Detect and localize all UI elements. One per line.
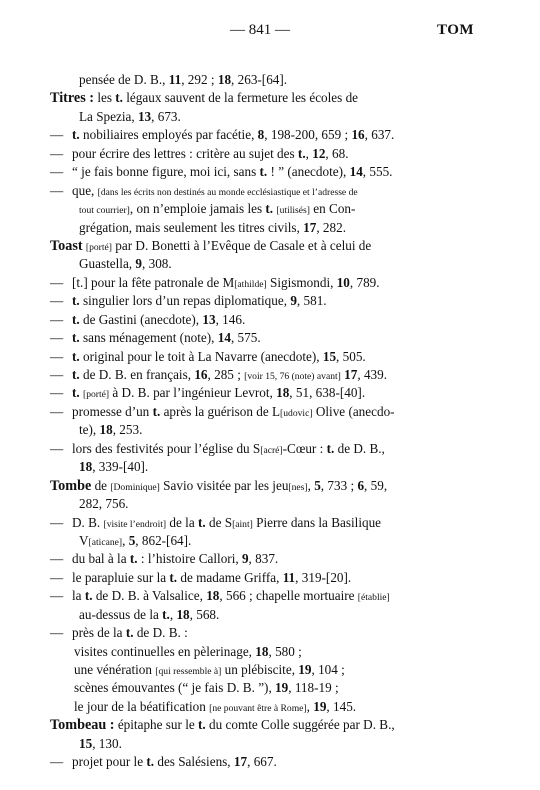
index-line bbox=[0, 661, 540, 679]
entry-dash: — bbox=[50, 551, 64, 567]
index-line bbox=[0, 698, 540, 716]
entry-text: , 580 ; bbox=[268, 643, 302, 659]
bold-ref: t. bbox=[162, 606, 170, 622]
bold-ref: t. bbox=[259, 164, 268, 180]
bold-ref: 9 bbox=[135, 256, 142, 272]
bold-ref: 19 bbox=[298, 662, 312, 677]
entry-text: de D. B. : bbox=[133, 625, 188, 641]
bold-ref: t. bbox=[72, 127, 80, 143]
entry-text: , 51, 638-[40]. bbox=[289, 385, 366, 401]
editorial-insert: [dans les écrits non destinés au monde ecclésiastique et l’adresse de bbox=[97, 186, 358, 198]
index-line bbox=[0, 163, 540, 181]
entry-text: sans ménagement (note), bbox=[79, 330, 218, 346]
entry-dash: — bbox=[50, 348, 64, 364]
bold-ref: t. bbox=[72, 348, 80, 364]
entry-text: , 439. bbox=[357, 367, 388, 382]
bold-ref: t. bbox=[197, 514, 206, 530]
entry-text: La Spezia, bbox=[79, 108, 138, 124]
bold-ref: t. bbox=[72, 330, 80, 346]
entry-text: du bal à la bbox=[72, 551, 130, 567]
entry-dash: — bbox=[50, 625, 64, 641]
entry-dash: — bbox=[50, 754, 64, 770]
page-header bbox=[0, 22, 540, 42]
entry-text: , 581. bbox=[296, 293, 327, 309]
entry-text: , 285 ; bbox=[207, 367, 245, 382]
entry-dash: — bbox=[50, 569, 64, 585]
entry-dash: — bbox=[50, 293, 64, 309]
editorial-insert: [udovic] bbox=[280, 407, 313, 419]
entry-text: , 733 ; bbox=[320, 477, 358, 493]
index-line bbox=[0, 219, 540, 237]
editorial-insert: [visite l’endroit] bbox=[103, 518, 167, 530]
bold-ref: t. bbox=[265, 201, 274, 217]
index-line bbox=[0, 108, 540, 126]
index-line bbox=[0, 495, 540, 513]
bold-ref: 15 bbox=[79, 735, 93, 751]
bold-ref: t. bbox=[297, 145, 306, 161]
entry-text: , 68. bbox=[325, 145, 349, 161]
entry-text: légaux sauvent de la fermeture les écoles de bbox=[122, 90, 359, 106]
bold-ref: t. bbox=[152, 403, 161, 419]
editorial-insert: [utilisés] bbox=[276, 205, 310, 217]
entry-text: [t.] pour la fête patronale de M bbox=[72, 274, 235, 290]
entry-text: , 292 ; bbox=[181, 72, 218, 87]
index-line bbox=[0, 348, 540, 366]
bold-ref: 5 bbox=[128, 532, 136, 548]
entry-text: , bbox=[307, 477, 315, 493]
entry-dash: — bbox=[50, 588, 64, 604]
index-line bbox=[0, 606, 540, 624]
index-line bbox=[0, 587, 540, 605]
bold-ref: 8 bbox=[257, 127, 265, 143]
editorial-insert: [établie] bbox=[357, 592, 390, 604]
entry-text: , 555. bbox=[362, 164, 393, 180]
entry-dash: — bbox=[50, 403, 64, 419]
bold-ref: t. bbox=[146, 754, 155, 770]
index-line bbox=[0, 126, 540, 144]
index-line bbox=[0, 679, 540, 697]
entry-text: les bbox=[94, 90, 116, 106]
bold-ref: 18 bbox=[276, 385, 290, 401]
index-line bbox=[0, 145, 540, 163]
bold-ref: t. bbox=[326, 440, 335, 456]
bold-ref: 13 bbox=[202, 311, 216, 327]
entry-text: que, bbox=[72, 182, 98, 198]
entry-text: : l’histoire Callori, bbox=[137, 551, 242, 567]
editorial-insert: [aticane] bbox=[88, 536, 123, 548]
entry-text: Savio visitée par les jeu bbox=[159, 477, 289, 493]
entry-text: , 789. bbox=[349, 274, 380, 290]
entry-text: près de la bbox=[72, 625, 126, 641]
bold-ref: 17 bbox=[233, 754, 248, 770]
entry-text: , 118-19 ; bbox=[288, 680, 339, 696]
entry-dash: — bbox=[50, 182, 64, 198]
entry-text: de Gastini (anecdote), bbox=[79, 311, 203, 327]
editorial-insert: [ne pouvant être à Rome] bbox=[209, 702, 307, 714]
entry-text: promesse d’un bbox=[72, 403, 153, 419]
entry-dash: — bbox=[50, 440, 64, 456]
entry-dash: — bbox=[50, 127, 64, 143]
bold-ref: 18 bbox=[206, 588, 220, 604]
entry-text: , 104 ; bbox=[311, 662, 345, 677]
entry-text: de la bbox=[166, 514, 198, 530]
editorial-insert: [voir 15, 76 (note) avant] bbox=[244, 371, 341, 382]
index-line bbox=[0, 477, 540, 495]
headword: Tombe bbox=[50, 477, 92, 494]
index-line bbox=[0, 403, 540, 421]
entry-text: , 308. bbox=[142, 256, 172, 272]
entry-text: , bbox=[169, 606, 177, 622]
editorial-insert: [qui ressemble à] bbox=[155, 666, 222, 677]
entry-text: ! ” (anecdote), bbox=[267, 164, 350, 180]
entry-text: -Cœur : bbox=[282, 440, 327, 456]
bold-ref: t. bbox=[169, 569, 178, 585]
entry-dash: — bbox=[50, 367, 64, 382]
entry-text: , 130. bbox=[92, 735, 122, 751]
editorial-insert: [porté] bbox=[83, 389, 110, 401]
bold-ref: 17 bbox=[303, 219, 317, 235]
entry-text: Olive (anecdo- bbox=[312, 403, 395, 419]
entry-text: projet pour le bbox=[72, 754, 147, 770]
entry-text: original pour le toit à La Navarre (anecdote), bbox=[79, 348, 323, 364]
entry-text: , bbox=[306, 698, 314, 714]
index-line bbox=[0, 421, 540, 439]
entry-text: D. B. bbox=[72, 514, 104, 530]
index-line bbox=[0, 532, 540, 550]
entry-text: pensée de D. B., bbox=[79, 72, 169, 87]
entry-text: de D. B. en français, bbox=[79, 367, 195, 382]
entry-text: , 837. bbox=[248, 551, 279, 567]
entry-dash: — bbox=[50, 385, 64, 401]
bold-ref: 16 bbox=[351, 127, 365, 143]
index-line bbox=[0, 643, 540, 661]
bold-ref: 6 bbox=[357, 477, 365, 493]
bold-ref: t. bbox=[198, 717, 206, 733]
bold-ref: t. bbox=[72, 311, 80, 327]
entry-dash: — bbox=[50, 311, 64, 327]
bold-ref: 9 bbox=[290, 293, 297, 309]
entry-text: , 566 ; chapelle mortuaire bbox=[219, 588, 358, 604]
entry-text: , 862-[64]. bbox=[135, 532, 192, 548]
index-line bbox=[0, 329, 540, 347]
bold-ref: 18 bbox=[176, 606, 190, 622]
entry-text: de bbox=[91, 477, 111, 493]
bold-ref: 11 bbox=[168, 72, 182, 87]
bold-ref: 9 bbox=[241, 551, 249, 567]
entry-text: de D. B., bbox=[334, 440, 385, 456]
bold-ref: 19 bbox=[275, 680, 289, 696]
entry-text: un plébiscite, bbox=[221, 662, 299, 677]
entry-text: singulier lors d’un repas diplomatique, bbox=[79, 293, 291, 309]
index-line bbox=[0, 89, 540, 107]
index-line bbox=[0, 200, 540, 218]
index-line bbox=[0, 735, 540, 753]
entry-dash: — bbox=[50, 514, 64, 530]
entry-text: épitaphe sur le bbox=[114, 717, 199, 733]
index-line bbox=[0, 384, 540, 402]
headword: Titres : bbox=[50, 90, 95, 107]
index-entries bbox=[0, 71, 540, 772]
entry-text: par D. Bonetti à l’Evêque de Casale et à celui de bbox=[112, 237, 372, 253]
entry-text: pour écrire des lettres : critère au sujet des bbox=[72, 145, 298, 161]
entry-text: le jour de la béatification bbox=[74, 698, 210, 714]
entry-text: scènes émouvantes (“ je fais D. B. ”), bbox=[74, 680, 276, 696]
editorial-insert: [Dominique] bbox=[110, 481, 160, 493]
entry-text: grégation, mais seulement les titres civils, bbox=[79, 219, 304, 235]
bold-ref: 5 bbox=[314, 477, 321, 493]
entry-text: te), bbox=[79, 422, 100, 438]
entry-text: V bbox=[79, 532, 89, 548]
bold-ref: 18 bbox=[99, 422, 113, 438]
bold-ref: t. bbox=[84, 588, 93, 604]
bold-ref: 19 bbox=[313, 698, 327, 714]
page-number: — 841 — bbox=[230, 22, 290, 38]
entry-text: , 505. bbox=[336, 348, 366, 364]
entry-text: , bbox=[305, 145, 313, 161]
editorial-insert: [acré] bbox=[260, 444, 283, 456]
index-line bbox=[0, 366, 540, 384]
entry-text: , 59, bbox=[364, 477, 388, 493]
index-line bbox=[0, 753, 540, 771]
entry-text: , 667. bbox=[247, 754, 277, 770]
entry-text: , 575. bbox=[230, 330, 261, 346]
entry-text: , 253. bbox=[112, 422, 143, 438]
bold-ref: t. bbox=[125, 625, 134, 641]
entry-dash: — bbox=[50, 330, 64, 346]
index-line bbox=[0, 255, 540, 273]
entry-text: visites continuelles en pèlerinage, bbox=[74, 643, 256, 659]
index-line bbox=[0, 716, 540, 734]
entry-text: à D. B. par l’ingénieur Levrot, bbox=[109, 385, 277, 401]
entry-text: nobiliaires employés par facétie, bbox=[79, 127, 258, 143]
bold-ref: t. bbox=[72, 367, 80, 382]
entry-text: , bbox=[122, 532, 129, 548]
editorial-insert: [nes] bbox=[288, 481, 308, 493]
bold-ref: 18 bbox=[217, 72, 232, 87]
index-line bbox=[0, 569, 540, 587]
bold-ref: 16 bbox=[194, 367, 208, 382]
editorial-insert: tout courrier] bbox=[79, 205, 130, 217]
entry-text: Sigismondi, bbox=[266, 274, 337, 290]
bold-ref: 15 bbox=[322, 348, 337, 364]
entry-text: , 637. bbox=[364, 127, 395, 143]
entry-dash: — bbox=[50, 274, 64, 290]
entry-dash: — bbox=[50, 164, 64, 180]
entry-text: Guastella, bbox=[79, 256, 136, 272]
index-line bbox=[0, 71, 540, 89]
index-line bbox=[0, 458, 540, 476]
entry-text: une vénération bbox=[74, 662, 156, 677]
editorial-insert: [aint] bbox=[232, 518, 253, 530]
bold-ref: 17 bbox=[344, 367, 358, 382]
entry-text: la bbox=[72, 588, 85, 604]
index-line bbox=[0, 237, 540, 255]
entry-text: , 198-200, 659 ; bbox=[264, 127, 352, 143]
bold-ref: t. bbox=[72, 385, 80, 401]
entry-text: “ je fais bonne figure, moi ici, sans bbox=[72, 164, 260, 180]
entry-text: 282, 756. bbox=[79, 496, 129, 512]
bold-ref: 18 bbox=[255, 643, 269, 659]
index-line bbox=[0, 182, 540, 200]
entry-text: de D. B. à Valsalice, bbox=[92, 588, 207, 604]
entry-text: des Salésiens, bbox=[154, 754, 234, 770]
bold-ref: 14 bbox=[349, 164, 363, 180]
entry-text: , 263-[64]. bbox=[231, 72, 288, 87]
bold-ref: 10 bbox=[336, 274, 350, 290]
entry-text: en Con- bbox=[309, 201, 356, 217]
index-line bbox=[0, 514, 540, 532]
bold-ref: 18 bbox=[79, 459, 93, 475]
entry-text: , 339-[40]. bbox=[92, 459, 149, 475]
entry-text: Pierre dans la Basilique bbox=[252, 514, 382, 530]
entry-text: du comte Colle suggérée par D. B., bbox=[205, 717, 395, 733]
entry-text: , 146. bbox=[215, 311, 246, 327]
entry-text: , 568. bbox=[189, 606, 220, 622]
bold-ref: t. bbox=[129, 551, 138, 567]
entry-text: après la guérison de L bbox=[160, 403, 281, 419]
headword: Tombeau : bbox=[50, 717, 115, 734]
bold-ref: 13 bbox=[137, 108, 152, 124]
editorial-insert: [athilde] bbox=[234, 278, 267, 290]
running-head: TOM bbox=[437, 22, 475, 38]
index-line bbox=[0, 550, 540, 568]
editorial-insert: [porté] bbox=[85, 241, 112, 253]
index-line bbox=[0, 624, 540, 642]
bold-ref: t. bbox=[115, 90, 123, 106]
entry-text: , 145. bbox=[326, 698, 357, 714]
entry-text: de S bbox=[205, 514, 233, 530]
entry-text: , 673. bbox=[151, 108, 181, 124]
bold-ref: t. bbox=[72, 293, 80, 309]
entry-text: , 282. bbox=[316, 219, 346, 235]
index-line bbox=[0, 292, 540, 310]
entry-text: lors des festivités pour l’église du S bbox=[72, 440, 261, 456]
entry-text: de madame Griffa, bbox=[177, 569, 283, 585]
entry-dash: — bbox=[50, 145, 64, 161]
entry-text: , on n’emploie jamais les bbox=[129, 201, 266, 217]
bold-ref: 14 bbox=[217, 330, 231, 346]
bold-ref: 12 bbox=[312, 145, 326, 161]
index-line bbox=[0, 311, 540, 329]
entry-text: , 319-[20]. bbox=[295, 569, 352, 585]
bold-ref: 11 bbox=[282, 569, 296, 585]
headword: Toast bbox=[50, 237, 83, 254]
index-line bbox=[0, 440, 540, 458]
entry-text: le parapluie sur la bbox=[72, 569, 170, 585]
index-line bbox=[0, 274, 540, 292]
entry-text: au-dessus de la bbox=[79, 606, 163, 622]
